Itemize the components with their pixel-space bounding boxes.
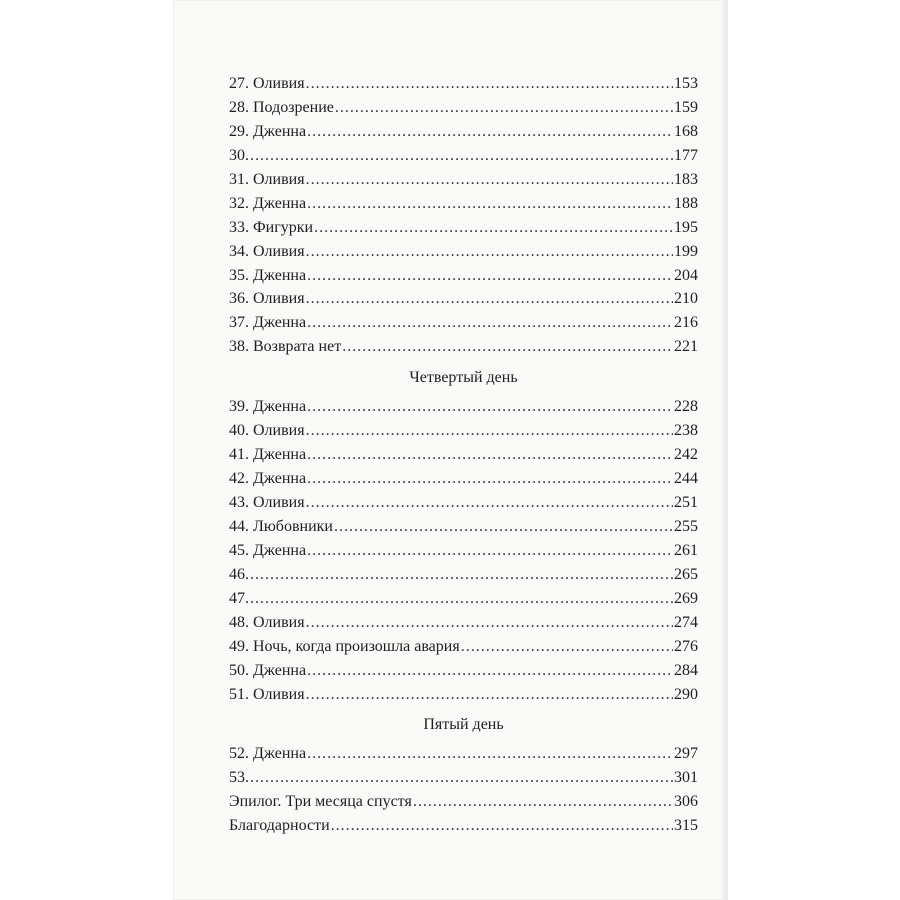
dot-leader <box>342 335 673 359</box>
toc-entry-page-number: 274 <box>674 613 698 631</box>
toc-entry[interactable] <box>229 419 698 443</box>
dot-leader <box>307 311 673 335</box>
toc-entry-page-number: 204 <box>674 266 698 284</box>
toc-entry-title: 46. <box>229 565 249 583</box>
dot-leader <box>306 611 673 635</box>
toc-entry-page-number: 297 <box>674 745 698 763</box>
toc-entry-title: 39. Дженна <box>229 398 307 416</box>
section-heading: Четвертый день <box>409 369 518 387</box>
dot-leader <box>307 192 673 216</box>
toc-entry[interactable] <box>229 168 698 192</box>
toc-entry[interactable] <box>229 659 698 683</box>
toc-entry[interactable] <box>229 515 698 539</box>
toc-entry-title: 40. Оливия <box>229 422 305 440</box>
toc-entry-title: 52. Дженна <box>229 745 307 763</box>
toc-entry-page-number: 301 <box>674 769 698 787</box>
toc-entry-title: 49. Ночь, когда произошла авария <box>229 637 460 655</box>
toc-entry[interactable] <box>229 683 698 707</box>
dot-leader <box>306 168 673 192</box>
toc-entry-title: 34. Оливия <box>229 242 305 260</box>
dot-leader <box>306 491 673 515</box>
dot-leader <box>461 635 673 659</box>
toc-entry-title: 29. Дженна <box>229 122 307 140</box>
toc-entry[interactable] <box>229 467 698 491</box>
toc-entry[interactable] <box>229 72 698 96</box>
toc-entry-title: 31. Оливия <box>229 170 305 188</box>
toc-entry-title: 48. Оливия <box>229 613 305 631</box>
toc-entry-title: 51. Оливия <box>229 685 305 703</box>
table-of-contents <box>229 72 698 838</box>
toc-entry[interactable] <box>229 443 698 467</box>
dot-leader <box>307 659 673 683</box>
toc-entry-title: Эпилог. Три месяца спустя <box>229 793 412 811</box>
dot-leader <box>307 742 673 766</box>
toc-entry[interactable] <box>229 635 698 659</box>
dot-leader <box>250 563 673 587</box>
toc-entry-page-number: 315 <box>674 817 698 835</box>
toc-entry-title: 33. Фигурки <box>229 218 314 236</box>
toc-entry-title: 44. Любовники <box>229 517 333 535</box>
toc-entry[interactable] <box>229 96 698 120</box>
toc-entry[interactable] <box>229 491 698 515</box>
dot-leader <box>250 144 673 168</box>
dot-leader <box>306 72 673 96</box>
dot-leader <box>307 120 673 144</box>
toc-entry-page-number: 221 <box>674 338 698 356</box>
toc-entry-page-number: 195 <box>674 218 698 236</box>
dot-leader <box>307 467 673 491</box>
dot-leader <box>250 766 673 790</box>
toc-entry-page-number: 265 <box>674 565 698 583</box>
toc-entry[interactable] <box>229 814 698 838</box>
toc-entry[interactable] <box>229 264 698 288</box>
toc-entry-title: 27. Оливия <box>229 75 305 92</box>
dot-leader <box>306 419 673 443</box>
toc-entry-title: 35. Дженна <box>229 266 307 284</box>
toc-entry[interactable] <box>229 144 698 168</box>
toc-entry-page-number: 210 <box>674 290 698 308</box>
dot-leader <box>307 443 673 467</box>
toc-entry[interactable] <box>229 335 698 359</box>
dot-leader <box>307 539 673 563</box>
dot-leader <box>314 216 673 240</box>
toc-entry-page-number: 284 <box>674 661 698 679</box>
dot-leader <box>250 587 673 611</box>
toc-entry[interactable] <box>229 611 698 635</box>
toc-entry-page-number: 199 <box>674 242 698 260</box>
toc-entry-page-number: 238 <box>674 422 698 440</box>
toc-entry-page-number: 228 <box>674 398 698 416</box>
toc-entry-title: 32. Дженна <box>229 194 307 212</box>
toc-entry[interactable] <box>229 120 698 144</box>
toc-entry-page-number: 216 <box>674 314 698 332</box>
toc-entry-title: 41. Дженна <box>229 446 307 464</box>
toc-entry-page-number: 242 <box>674 446 698 464</box>
toc-entry-page-number: 177 <box>674 146 698 164</box>
dot-leader <box>334 515 673 539</box>
dot-leader <box>331 814 673 838</box>
toc-entry-title: 42. Дженна <box>229 470 307 488</box>
toc-entry-page-number: 251 <box>674 494 698 511</box>
section-heading: Пятый день <box>423 716 504 734</box>
toc-entry-title: 43. Оливия <box>229 494 305 511</box>
toc-entry[interactable] <box>229 766 698 790</box>
toc-entry[interactable] <box>229 539 698 563</box>
toc-entry[interactable] <box>229 216 698 240</box>
toc-entry-title: Благодарности <box>229 817 330 835</box>
toc-entry[interactable] <box>229 587 698 611</box>
dot-leader <box>306 683 673 707</box>
toc-entry[interactable] <box>229 395 698 419</box>
toc-entry[interactable] <box>229 311 698 335</box>
toc-entry-title: 38. Возврата нет <box>229 338 342 356</box>
toc-entry-title: 37. Дженна <box>229 314 307 332</box>
toc-entry[interactable] <box>229 790 698 814</box>
toc-entry[interactable] <box>229 742 698 766</box>
toc-entry-page-number: 269 <box>674 589 698 607</box>
toc-entry-page-number: 188 <box>674 194 698 212</box>
toc-entry-page-number: 159 <box>674 98 698 116</box>
toc-entry[interactable] <box>229 563 698 587</box>
toc-entry-page-number: 153 <box>674 75 698 92</box>
dot-leader <box>307 395 673 419</box>
toc-entry-page-number: 290 <box>674 685 698 703</box>
toc-entry-title: 30. <box>229 146 249 164</box>
toc-entry[interactable] <box>229 192 698 216</box>
toc-entry-title: 53. <box>229 769 249 787</box>
dot-leader <box>306 287 673 311</box>
toc-entry[interactable] <box>229 287 698 311</box>
toc-entry-page-number: 306 <box>674 793 698 811</box>
dot-leader <box>335 96 673 120</box>
toc-entry-title: 28. Подозрение <box>229 98 334 116</box>
toc-entry-page-number: 255 <box>674 517 698 535</box>
toc-entry-title: 47. <box>229 589 249 607</box>
toc-entry[interactable] <box>229 240 698 264</box>
dot-leader <box>306 240 673 264</box>
toc-entry-title: 36. Оливия <box>229 290 305 308</box>
dot-leader <box>307 264 673 288</box>
toc-entry-page-number: 261 <box>674 541 698 559</box>
toc-entry-page-number: 183 <box>674 170 698 188</box>
toc-entry-title: 50. Дженна <box>229 661 307 679</box>
toc-entry-title: 45. Дженна <box>229 541 307 559</box>
toc-entry-page-number: 276 <box>674 637 698 655</box>
dot-leader <box>413 790 673 814</box>
toc-entry-page-number: 244 <box>674 470 698 488</box>
toc-entry-page-number: 168 <box>674 122 698 140</box>
